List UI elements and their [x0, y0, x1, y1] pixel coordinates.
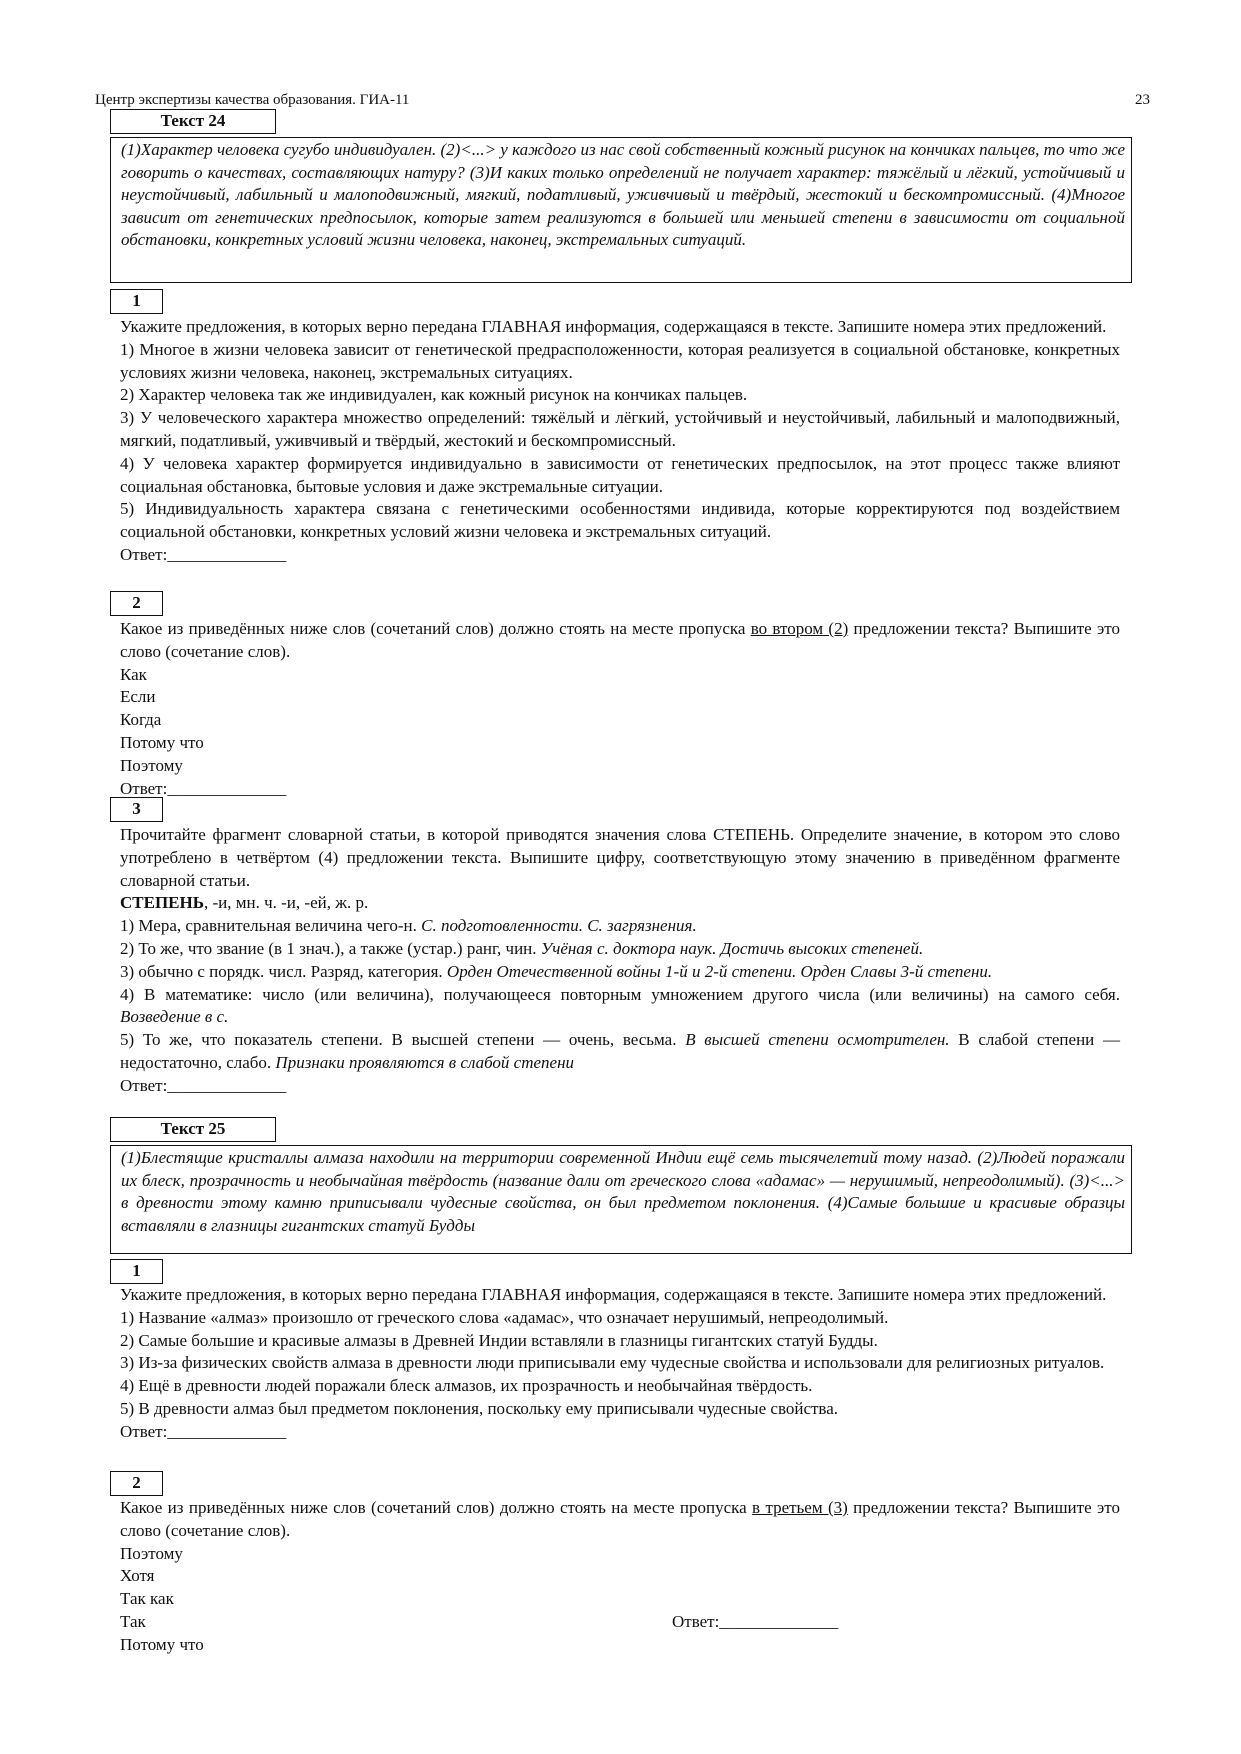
- task-option: Так: [120, 1611, 146, 1631]
- task-option: Поэтому: [120, 1543, 183, 1563]
- task-option: 5) В древности алмаз был предметом поклонения, поскольку ему приписывали чудесные свойства.: [120, 1398, 839, 1418]
- dictionary-meaning: 1) Мера, сравнительная величина чего-н. С. подготовленности. С. загрязнения.: [120, 916, 697, 936]
- task-option: 2) Самые большие и красивые алмазы в Древней Индии вставляли в глазницы гигантских статуй Будды.: [120, 1330, 878, 1350]
- task-option: 3) У человеческого характера множество определений: тяжёлый и лёгкий, устойчивый и неустойчивый, лабильный и малоподвижный, мягкий, податливый, уживчивый и твёрдый, жестокий и бескомпромиссный.: [120, 408, 1120, 450]
- text24-label: Текст 24: [110, 109, 276, 134]
- task-option: 2) Характер человека так же индивидуален, как кожный рисунок на кончиках пальцев.: [120, 385, 748, 405]
- task-option: 4) Ещё в древности людей поражали блеск алмазов, их прозрачность и необычайная твёрдость.: [120, 1376, 813, 1396]
- task-option: 3) Из-за физических свойств алмаза в древности люди приписывали ему чудесные свойства и использовали для религиозных ритуалов.: [120, 1353, 1105, 1373]
- text25-task1-number: 1: [110, 1259, 163, 1284]
- task-prompt: Прочитайте фрагмент словарной статьи, в которой приводятся значения слова СТЕПЕНЬ. Определите значение, в котором это слово употреблено в четвёртом (4) предложении текста. Выпишите цифру, соответствующую этому значению в приведённом фрагменте словарной статьи.: [120, 825, 1120, 890]
- task-option: Так как: [120, 1589, 174, 1609]
- task-option: Поэтому: [120, 755, 183, 775]
- answer-line[interactable]: Ответ:______________: [120, 1421, 287, 1441]
- text24-body: (1)Характер человека сугубо индивидуален. (2)<...> у каждого из нас свой собственный кожный рисунок на кончиках пальцев, то что же говорить о качествах, составляющих натуру? (3)И каких только определений не получает характер: тяжёлый и лёгкий, устойчивый и неустойчивый, лабильный и малоподвижный, мягкий, податливый, уживчивый и твёрдый, жестокий и бескомпромиссный. (4)Многое зависит от генетических предпосылок, которые затем реализуются в большей или меньшей степени в зависимости от социальной обстановки, конкретных условий жизни человека, наконец, экстремальных ситуаций.: [110, 137, 1132, 283]
- header-title: Центр экспертизы качества образования. ГИА-11: [95, 92, 410, 108]
- dictionary-meaning: 4) В математике: число (или величина), получающееся повторным умножением другого числа (или величины) на самого себя. Возведение в с.: [120, 984, 1120, 1027]
- text24-task2-number: 2: [110, 591, 163, 616]
- text25-label: Текст 25: [110, 1117, 276, 1142]
- answer-line[interactable]: Ответ:______________: [120, 778, 287, 798]
- task-option: 1) Название «алмаз» произошло от греческого слова «адамас», что означает нерушимый, непреодолимый.: [120, 1307, 889, 1327]
- task-prompt: Какое из приведённых ниже слов (сочетаний слов) должно стоять на месте пропуска во втором (2) предложении текста? Выпишите это слово (сочетание слов).: [120, 619, 1120, 661]
- text25-body: (1)Блестящие кристаллы алмаза находили на территории современной Индии ещё семь тысячелетий тому назад. (2)Людей поражали их блеск, прозрачность и необычайная твёрдость (название дали от греческого слова «адамас» — нерушимый, непреодолимый). (3)<...> в древности этому камню приписывали чудесные свойства, он был предметом поклонения. (4)Самые большие и красивые образцы вставляли в глазницы гигантских статуй Будды: [110, 1145, 1132, 1254]
- text25-task1: [120, 1284, 1120, 1444]
- text24-task3-number: 3: [110, 797, 163, 822]
- text24-task3: [120, 824, 1120, 1098]
- page-header: [95, 90, 1150, 110]
- task-option: Если: [120, 687, 156, 707]
- answer-line[interactable]: Ответ:______________: [672, 1612, 839, 1631]
- task-prompt: Какое из приведённых ниже слов (сочетаний слов) должно стоять на месте пропуска в третьем (3) предложении текста? Выпишите это слово (сочетание слов).: [120, 1498, 1120, 1540]
- task-option: Хотя: [120, 1566, 155, 1586]
- task-prompt: Укажите предложения, в которых верно передана ГЛАВНАЯ информация, содержащаяся в тексте. Запишите номера этих предложений.: [120, 1285, 1107, 1304]
- dictionary-meaning: 5) То же, что показатель степени. В высшей степени — очень, весьма. В высшей степени осмотрителен. В слабой степени — недостаточно, слабо. Признаки проявляются в слабой степени: [120, 1030, 1120, 1072]
- task-option: 5) Индивидуальность характера связана с генетическими особенностями индивида, которые корректируются под воздействием социальной обстановки, конкретных условий жизни человека и экстремальных ситуаций.: [120, 499, 1120, 542]
- task-option: 1) Многое в жизни человека зависит от генетической предрасположенности, которая реализуется в социальной обстановке, конкретных условиях жизни человека, наконец, экстремальных ситуациях.: [120, 339, 1120, 382]
- task-option: Потому что: [120, 732, 204, 752]
- task-option: Потому что: [120, 1634, 204, 1654]
- task-option: 4) У человека характер формируется индивидуально в зависимости от генетических предпосылок, на этот процесс также влияют социальная обстановка, бытовые условия и даже экстремальные ситуации.: [120, 453, 1120, 496]
- dictionary-headword-line: СТЕПЕНЬ, -и, мн. ч. -и, -ей, ж. р.: [120, 893, 369, 913]
- task-option: Как: [120, 664, 147, 684]
- text25-task2: [120, 1497, 1120, 1657]
- text24-task1-number: 1: [110, 289, 163, 314]
- task-prompt: Укажите предложения, в которых верно передана ГЛАВНАЯ информация, содержащаяся в тексте. Запишите номера этих предложений.: [120, 317, 1107, 336]
- task-option: Когда: [120, 710, 162, 730]
- answer-line[interactable]: Ответ:______________: [120, 1075, 287, 1095]
- text25-task2-number: 2: [110, 1471, 163, 1496]
- page-number: 23: [1135, 92, 1150, 108]
- answer-line[interactable]: Ответ:______________: [120, 544, 287, 564]
- dictionary-meaning: 3) обычно с порядк. числ. Разряд, категория. Орден Отечественной войны 1-й и 2-й степени. Орден Славы 3-й степени.: [120, 961, 993, 981]
- dictionary-headword: СТЕПЕНЬ: [120, 893, 204, 913]
- text24-task1: [120, 316, 1120, 567]
- text24-task2: [120, 618, 1120, 800]
- underlined-phrase: во втором (2): [750, 619, 849, 638]
- underlined-phrase: в третьем (3): [752, 1498, 848, 1517]
- dictionary-meaning: 2) То же, что звание (в 1 знач.), а также (устар.) ранг, чин. Учёная с. доктора наук. Достичь высоких степеней.: [120, 938, 924, 958]
